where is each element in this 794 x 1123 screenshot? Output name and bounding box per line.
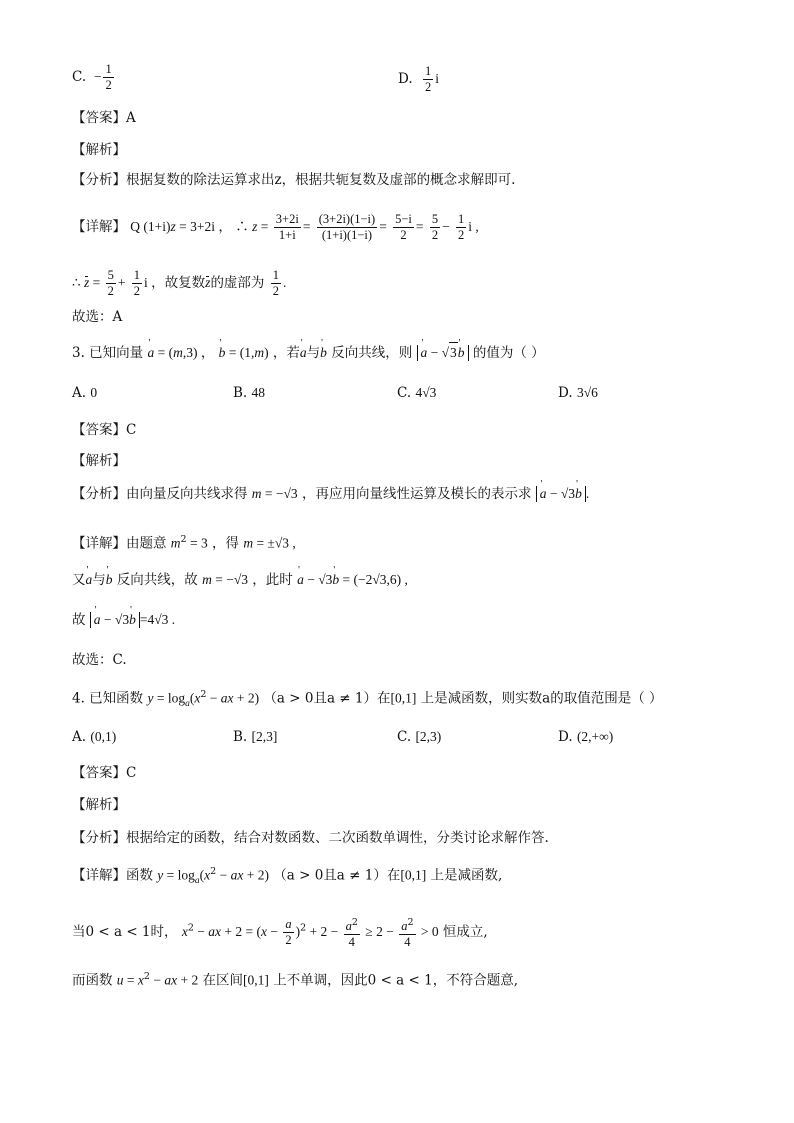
q4-option-c: C. [2,3) — [397, 729, 442, 745]
q2-answer: 【答案】A — [72, 110, 136, 126]
q4-jiexi: 【解析】 — [72, 797, 126, 813]
q2-detail: 【详解】 Q (1+i)z = 3+2i ， ∴ z = $\frac{3+2i}{1+i}$ = $\frac{(3+2i)(1-i)}{(1+i)(1-i)}$ = $\frac{5-i}{2}$ = $\frac{5}{2}$ − $\frac{1}{2}$ i , — [72, 212, 479, 242]
q4-option-b: B. [2,3] — [233, 729, 278, 745]
q3-stem: 3. 已知向量 ' a = (m,3) ， ' b = (1,m) ，若' a与' b 反向共线，则 ' a − √ 3 ' b 的值为（ ） — [72, 342, 545, 363]
q4-detail: 【详解】函数 $y = \log_a(x^2$ − ax + 2) （a > 0且a ≠ 1）在[0,1] 上是减函数, — [72, 866, 503, 887]
q3-detail-line2: 又' a与' b 反向共线，故 m = −√3 ，此时 ' a − √3' b = (−2√3,6) , — [72, 570, 408, 590]
q2-fenxi: 【分析】根据复数的除法运算求出z，根据共轭复数及虚部的概念求解即可. — [72, 172, 516, 188]
q4-case2: 而函数 $u = x^2$ − ax + 2 在区间[0,1] 上不单调，因此0 < a < 1，不符合题意, — [72, 971, 518, 989]
q3-detail: 【详解】由题意 $m^2 = 3$ ，得 m = ±√3 , — [72, 534, 296, 552]
q3-option-b: B. 48 — [233, 385, 266, 401]
option-d: D. $\frac{1}{2}$ i — [398, 64, 439, 94]
q2-guxuan: 故选：A — [72, 309, 123, 325]
q3-option-a: A. 0 — [72, 385, 98, 401]
q3-answer: 【答案】C — [72, 422, 137, 438]
q2-conjugate: ∴ z = $\frac{5}{2}$ + $\frac{1}{2}$ i ，故复数z的虚部为 $\frac{1}{2}$ . — [72, 268, 287, 298]
q3-option-d: D. 3√6 — [558, 385, 598, 401]
q4-case1: 当0 < a < 1时， $x^2$ − ax + 2 = (x − $\frac{a}{2}$ )$^2$ + 2 − $\frac{a^2}{4}$ ≥ 2 − $\frac{a^2}{4}$ > 0 恒成立, — [72, 917, 488, 950]
q4-option-d: D. (2,+∞) — [558, 729, 614, 745]
q3-option-c: C. 4√3 — [397, 385, 437, 401]
q2-jiexi: 【解析】 — [72, 142, 126, 158]
q3-detail-line3: 故 ' a − √3' b =4√3 . — [72, 610, 175, 630]
q4-fenxi: 【分析】根据给定的函数，结合对数函数、二次函数单调性，分类讨论求解作答. — [72, 830, 549, 846]
q4-answer: 【答案】C — [72, 765, 137, 781]
q3-fenxi: 【分析】由向量反向共线求得 m = −√3 ，再应用向量线性运算及模长的表示求 ' a − √3' b . — [72, 484, 589, 504]
q3-guxuan: 故选：C. — [72, 652, 127, 668]
q4-stem: 4. 已知函数 $y = \log_a(x^2$ − ax + 2) （a > 0且a ≠ 1）在[0,1] 上是减函数，则实数a的取值范围是（ ） — [72, 689, 663, 710]
q4-option-a: A. (0,1) — [72, 729, 117, 745]
q3-jiexi: 【解析】 — [72, 453, 126, 469]
option-c: C. − $\frac{1}{2}$ — [72, 62, 112, 92]
